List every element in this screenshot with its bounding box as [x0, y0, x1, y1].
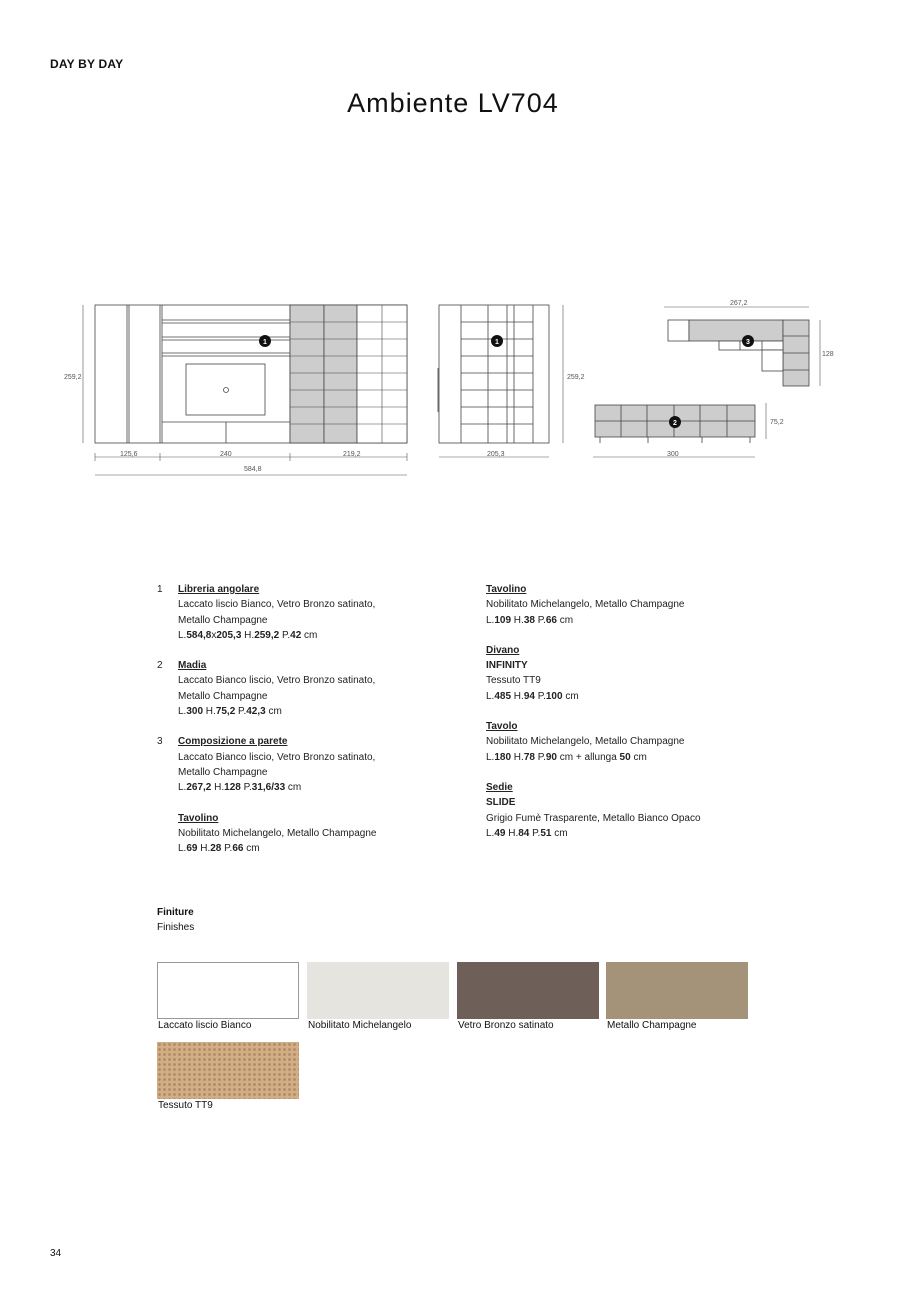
- dim-width-total: 584,8: [244, 466, 262, 473]
- dimension-value: 75,2: [215, 706, 236, 718]
- finish-label: Metallo Champagne: [607, 1020, 697, 1031]
- badge-1: [259, 335, 271, 347]
- dimension-value: 259,2: [254, 629, 280, 641]
- finish-label: Laccato liscio Bianco: [158, 1020, 252, 1031]
- product-number: 2: [157, 660, 163, 672]
- page-number: 34: [50, 1248, 62, 1259]
- section-label: DAY BY DAY: [50, 57, 124, 71]
- finish-swatch: [606, 962, 748, 1019]
- dimension-value: 69: [186, 843, 198, 855]
- product-name: Divano: [486, 644, 520, 656]
- finishes-subheading: Finishes: [157, 922, 195, 933]
- finish-swatch: [457, 962, 599, 1019]
- dim-width-madia: 300: [667, 451, 679, 458]
- product-dimensions: L.300 H.75,2 P.42,3 cm: [178, 706, 282, 718]
- dim-height-1: 259,2: [64, 374, 82, 381]
- dimension-value: 49: [494, 827, 506, 839]
- product-item: [157, 582, 438, 643]
- technical-drawings: [0, 290, 906, 490]
- dim-width-3: 219,2: [343, 451, 361, 458]
- dimension-value: 584,8: [186, 629, 212, 641]
- product-number: 1: [157, 584, 163, 595]
- dimension-value: 28: [210, 843, 222, 855]
- products-right: [486, 582, 786, 856]
- product-item: [486, 582, 786, 628]
- product-dimensions: L.485 H.94 P.100 cm: [486, 690, 579, 702]
- dimension-value: 94: [523, 690, 535, 702]
- product-description: Nobilitato Michelangelo, Metallo Champagne: [178, 827, 377, 839]
- dim-height-3: 128: [822, 351, 834, 358]
- finishes-heading-block: [157, 905, 194, 935]
- finish-label: Tessuto TT9: [158, 1100, 213, 1111]
- finish-swatch: [157, 962, 299, 1019]
- product-item: [486, 643, 786, 704]
- dimension-value: 31,6/33: [251, 782, 286, 794]
- dimension-value: 50: [619, 751, 631, 763]
- product-description: Grigio Fumè Trasparente, Metallo Bianco Opaco: [486, 812, 701, 824]
- dim-height-4: 75,2: [770, 419, 784, 426]
- dim-width-top: 267,2: [730, 300, 748, 307]
- product-model: INFINITY: [486, 660, 528, 672]
- dimension-value: 267,2: [186, 782, 212, 794]
- dimension-value: 38: [523, 614, 535, 626]
- product-number: 3: [157, 736, 163, 748]
- product-name: Tavolo: [486, 721, 518, 733]
- product-dimensions: L.49 H.84 P.51 cm: [486, 827, 568, 839]
- finish-swatch: [157, 1042, 299, 1099]
- product-name: Tavolino: [486, 584, 527, 595]
- dimension-value: 78: [523, 751, 535, 763]
- dimension-value: 51: [540, 827, 552, 839]
- dimension-value: 42,3: [246, 706, 266, 718]
- svg-text:1: 1: [263, 339, 267, 346]
- svg-text:1: 1: [495, 339, 499, 346]
- dimension-value: 90: [545, 751, 557, 763]
- dimension-value: 485: [494, 690, 512, 702]
- product-name: Madia: [178, 660, 207, 672]
- dimension-value: 300: [186, 706, 204, 718]
- dimension-value: 66: [232, 843, 244, 855]
- dim-width-2: 240: [220, 451, 232, 458]
- product-item: [486, 780, 786, 841]
- product-name: Composizione a parete: [178, 736, 288, 748]
- badge-1-side: [491, 335, 503, 347]
- dimension-value: 84: [518, 827, 530, 839]
- product-description: Metallo Champagne: [178, 766, 268, 778]
- badge-3: [742, 335, 754, 347]
- finishes-heading: Finiture: [157, 907, 194, 918]
- product-description: Metallo Champagne: [178, 690, 268, 702]
- dimension-value: 109: [494, 614, 512, 626]
- finish-swatch: [307, 962, 449, 1019]
- product-dimensions: L.584,8x205,3 H.259,2 P.42 cm: [178, 629, 318, 641]
- page-title: Ambiente LV704: [347, 88, 559, 118]
- product-name: Libreria angolare: [178, 584, 260, 595]
- product-name: Tavolino: [178, 812, 219, 824]
- product-dimensions: L.69 H.28 P.66 cm: [178, 843, 260, 855]
- dim-height-2: 259,2: [567, 374, 585, 381]
- dimension-value: 205,3: [216, 629, 242, 641]
- finish-label: Vetro Bronzo satinato: [458, 1020, 554, 1031]
- svg-text:2: 2: [673, 420, 677, 427]
- dim-width-side: 205,3: [487, 451, 505, 458]
- product-item: [157, 658, 438, 719]
- product-model: SLIDE: [486, 797, 516, 809]
- svg-text:3: 3: [746, 339, 750, 346]
- dimension-value: 128: [224, 782, 241, 794]
- product-description: Nobilitato Michelangelo, Metallo Champagne: [486, 599, 685, 611]
- dim-width-1: 125,6: [120, 451, 138, 458]
- product-description: Laccato liscio Bianco, Vetro Bronzo satinato,: [178, 599, 376, 611]
- dimension-value: 180: [494, 751, 512, 763]
- product-item: [178, 811, 438, 857]
- product-item: [157, 734, 438, 795]
- product-dimensions: L.180 H.78 P.90 cm + allunga 50 cm: [486, 751, 647, 763]
- dimension-value: 100: [545, 690, 563, 702]
- product-description: Laccato Bianco liscio, Vetro Bronzo satinato,: [178, 751, 376, 763]
- badge-2: [669, 416, 681, 428]
- dimension-value: 42: [290, 629, 302, 641]
- finish-label: Nobilitato Michelangelo: [308, 1020, 412, 1031]
- product-description: Metallo Champagne: [178, 614, 268, 626]
- product-description: Nobilitato Michelangelo, Metallo Champagne: [486, 736, 685, 748]
- products-left: [157, 582, 438, 871]
- product-item: [486, 719, 786, 765]
- product-description: Laccato Bianco liscio, Vetro Bronzo satinato,: [178, 675, 376, 687]
- product-dimensions: L.267,2 H.128 P.31,6/33 cm: [178, 782, 302, 794]
- product-dimensions: L.109 H.38 P.66 cm: [486, 614, 574, 626]
- product-description: Tessuto TT9: [486, 675, 541, 687]
- dimension-value: 66: [545, 614, 557, 626]
- product-name: Sedie: [486, 781, 513, 793]
